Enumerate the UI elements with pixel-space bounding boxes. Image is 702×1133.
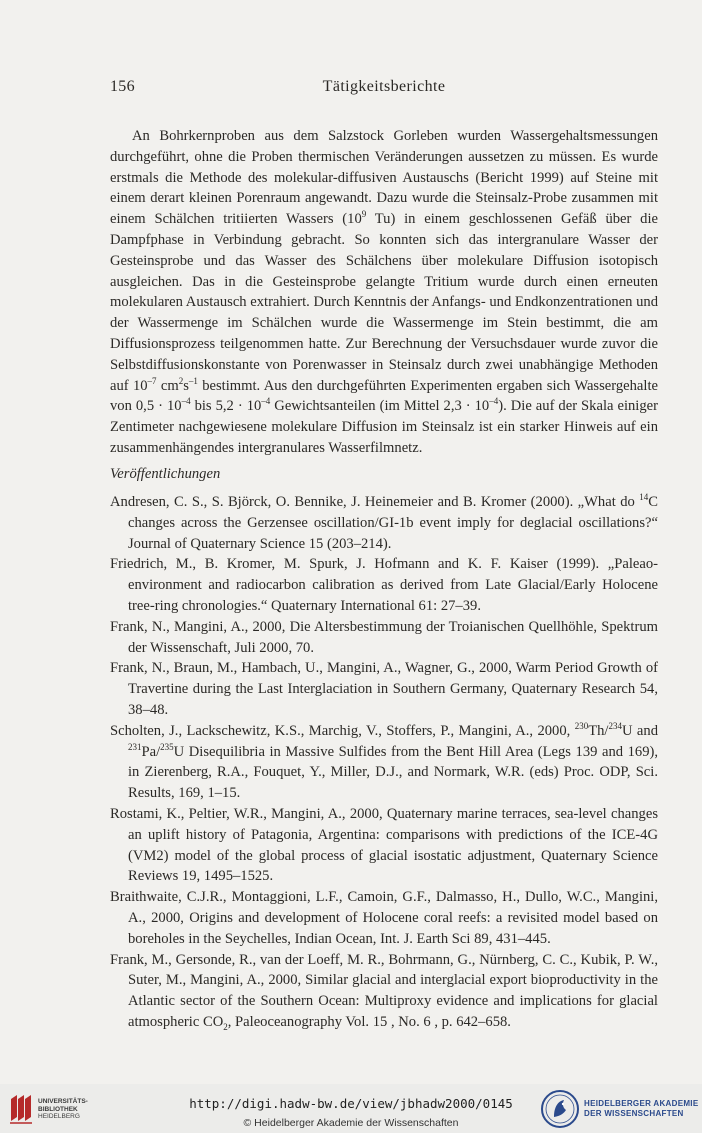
reference-item: Frank, N., Braun, M., Hambach, U., Mangini, A., Wagner, G., 2000, Warm Period Growth of Travertine during the Last Interglaciation in Southern Germany, Quaternary Research 54, 38–48. bbox=[110, 660, 658, 718]
library-logo-line: UNIVERSITÄTS- bbox=[38, 1098, 88, 1105]
academy-logo[interactable] bbox=[540, 1089, 699, 1129]
running-title: Tätigkeitsberichte bbox=[322, 78, 446, 95]
section-heading: Veröffentlichungen bbox=[110, 466, 221, 482]
page-header bbox=[110, 78, 658, 100]
footer-copyright: © Heidelberger Akademie der Wissenschaften bbox=[243, 1117, 459, 1129]
reference-list bbox=[110, 492, 658, 1033]
reference-item: Scholten, J., Lackschewitz, K.S., Marchig, V., Stoffers, P., Mangini, A., 2000, $^{230}$Th/$^{234}$U and $^{231}$Pa/$^{235}$U Disequilibria in Massive Sulfides from the Bent Hill Area (Legs 139 and 169), in Zierenberg, R.A., Fouquet, Y., Miller, D.J., and Normark, W.R. (eds) Proc. ODP, Sci. Results, 169, 1–15. bbox=[110, 720, 658, 802]
academy-seal-icon bbox=[540, 1089, 580, 1129]
reference-item: Friedrich, M., B. Kromer, M. Spurk, J. Hofmann and K. F. Kaiser (1999). „Paleao-environment and radiocarbon calibration as derived from Late Glacial/Early Holocene tree-ring chronologies.“ Quaternary International 61: 27–39. bbox=[110, 556, 658, 614]
reference-item: Frank, N., Mangini, A., 2000, Die Altersbestimmung der Troianischen Quellhöhle, Spektrum der Wissenschaft, Juli 2000, 70. bbox=[110, 618, 658, 656]
academy-logo-line: HEIDELBERGER AKADEMIE bbox=[584, 1099, 699, 1108]
reference-item: Andresen, C. S., S. Björck, O. Bennike, J. Heinemeier and B. Kromer (2000). „What do $^{14}$C changes across the Gerzensee oscillation/GI-1b event imply for deglacial oscillations?“ Journal of Quaternary Science 15 (203–214). bbox=[110, 492, 658, 552]
footer-url-link[interactable]: http://digi.hadw-bw.de/view/jbhadw2000/0145 bbox=[189, 1096, 513, 1111]
library-logo-line: HEIDELBERG bbox=[38, 1113, 80, 1120]
body-paragraph: An Bohrkernproben aus dem Salzstock Gorleben wurden Wassergehaltsmessungen durchgeführt, ohne die Proben thermischen Veränderungen aussetzen zu müssen. Es wurde erstmals die Methode des molekular-diffusiven Austauschs (Bericht 1999) auf Steine mit einem derart kleinen Porenraum angewandt. Dazu wurde die Steinsalz-Probe zusammen mit einem Schälchen tritiierten Wassers ($10^9$ Tu) in einem geschlossenen Gefäß über die Dampfphase in Verbindung gebracht. So konnten sich das intergranulare Wasser der Gesteinsprobe und das Wasser des Schälchens über molekulare Diffusion isotopisch ausgleichen. Das in die Gesteinsprobe gelangte Tritium wurde durch einen erneuten molekularen Austausch extrahiert. Durch Kenntnis der Anfangs- und Endkonzentrationen und der Wassermenge im Schälchen wurde die Wassermenge im Stein bestimmt, die am Diffusionsprozess teilgenommen hatte. Zur Berechnung der Versuchsdauer wurde zuvor die Selbstdiffusionskonstante von Porenwasser in Steinsalz durch zwei unabhängige Methoden auf $10^{-7}$ $cm^2s^{-1}$ bestimmt. Aus den durchgeführten Experimenten ergaben sich Wassergehalte von $0,5 \cdot 10^{-4}$ bis $5,2 \cdot 10^{-4}$ Gewichtsanteilen (im Mittel $2,3 \cdot 10^{-4}$). Die auf der Skala einiger Zentimeter nachgewiesene molekulare Diffusion im Steinsalz ist ein starker Hinweis auf ein zusammenhängendes intergranulares Wasserfilmnetz. bbox=[110, 128, 658, 456]
reference-item: Frank, M., Gersonde, R., van der Loeff, M. R., Bohrmann, G., Nürnberg, C. C., Kubik, P. W., Suter, M., Mangini, A., 2000, Similar glacial and interglacial export bioproductivity in the Atlantic sector of the Southern Ocean: Multiproxy evidence and implications for glacial atmospheric $CO_2$, Paleoceanography Vol. 15 , No. 6 , p. 642–658. bbox=[110, 951, 658, 1032]
reference-item: Rostami, K., Peltier, W.R., Mangini, A., 2000, Quaternary marine terraces, sea-level changes an uplift history of Patagonia, Argentina: comparisons with predictions of the ICE-4G (VM2) model of the global process of glacial isostatic adjustment, Quaternary Science Reviews 19, 1495–1525. bbox=[110, 805, 658, 885]
reference-item: Braithwaite, C.J.R., Montaggioni, L.F., Camoin, G.F., Dalmasso, H., Dullo, W.C., Mangini, A., 2000, Origins and development of Holocene coral reefs: a revisited model based on boreholes in the Seychelles, Indian Ocean, Int. J. Earth Sci 89, 431–445. bbox=[110, 889, 658, 947]
library-logo-line: BIBLIOTHEK bbox=[38, 1105, 78, 1113]
academy-logo-text bbox=[584, 1099, 698, 1119]
page-number: 156 bbox=[110, 78, 135, 95]
academy-logo-line: DER WISSENSCHAFTEN bbox=[584, 1109, 684, 1118]
